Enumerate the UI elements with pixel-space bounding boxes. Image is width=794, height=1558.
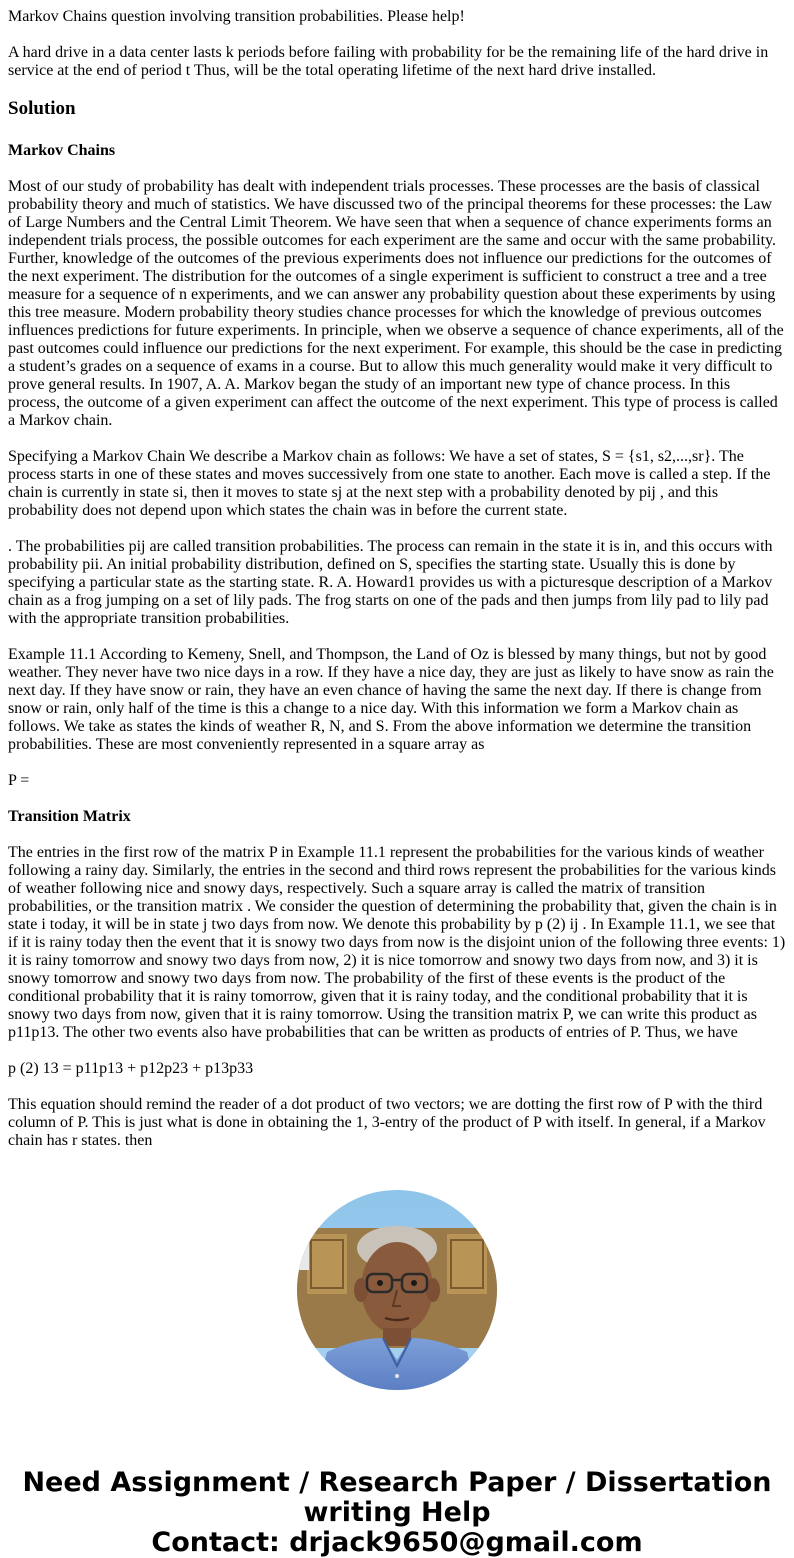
equation: p (2) 13 = p11p13 + p12p23 + p13p33 [8,1060,254,1077]
paragraph-specifying: Specifying a Markov Chain We describe a Markov chain as follows: We have a set of states, S = {s1, s2,...,sr}. The process starts in one of these states and moves successively from one state to another. Each move is called a step. If the chain is currently in state si, then it moves to state sj at the next step with a probability denoted by pij , and this probability does not depend upon which states the chain was in before the current state. [8,448,771,519]
avatar-section [0,1168,794,1468]
portrait-photo [297,1190,497,1390]
question-body: A hard drive in a data center lasts k periods before failing with probability for be the remaining life of the hard drive in service at the end of period t Thus, will be the total operating lifetime of the next hard drive installed. [8,44,769,79]
avatar [297,1190,497,1390]
paragraph-intro: Most of our study of probability has dealt with independent trials processes. These processes are the basis of classical probability theory and much of statistics. We have discussed two of the principal theorems for these processes: the Law of Large Numbers and the Central Limit Theorem. We have seen that when a sequence of chance experiments forms an independent trials process, the possible outcomes for each experiment are the same and occur with the same probability. Further, knowledge of the outcomes of the previous experiments does not influence our predictions for the outcomes of the next experiment. The distribution for the outcomes of a single experiment is sufficient to construct a tree and a tree measure for a sequence of n experiments, and we can answer any probability question about these experiments by using this tree measure. Modern probability theory studies chance processes for which the knowledge of previous outcomes influences predictions for future experiments. In principle, when we observe a sequence of chance experiments, all of the past outcomes could influence our predictions for the next experiment. For example, this should be the case in predicting a student’s grades on a sequence of exams in a course. But to allow this much generality would make it very difficult to prove general results. In 1907, A. A. Markov began the study of an important new type of chance process. In this process, the outcome of a given experiment can affect the outcome of the next experiment. This type of process is called a Markov chain. [8,178,784,429]
matrix-label: P = [8,772,30,789]
promo-line-contact: Contact: drjack9650@gmail.com [151,1527,643,1558]
solution-heading: Solution [8,98,76,119]
paragraph-example: Example 11.1 According to Kemeny, Snell, and Thompson, the Land of Oz is blessed by many things, but not by good weather. They never have two nice days in a row. If they have a nice day, they are just as likely to have snow as rain the next day. If they have snow or rain, they have an even chance of having the same the next day. If there is change from snow or rain, only half of the time is this a change to a nice day. With this information we form a Markov chain as follows. We take as states the kinds of weather R, N, and S. From the above information we determine the transition probabilities. These are most conveniently represented in a square array as [8,646,774,753]
promo-line-help: Need Assignment / Research Paper / Dissertation writing Help [22,1467,772,1528]
promo-banner [0,1468,794,1558]
paragraph-transition-matrix: The entries in the first row of the matrix P in Example 11.1 represent the probabilities for the various kinds of weather following a rainy day. Similarly, the entries in the second and third rows represent the probabilities for the various kinds of weather following nice and snowy days, respectively. Such a square array is called the matrix of transition probabilities, or the transition matrix . We consider the question of determining the probability that, given the chain is in state i today, it will be in state j two days from now. We denote this probability by p (2) ij . In Example 11.1, we see that if it is rainy today then the event that it is snowy two days from now is the disjoint union of the following three events: 1) it is rainy tomorrow and snowy two days from now, 2) it is nice tomorrow and snowy two days from now, and 3) it is snowy tomorrow and snowy two days from now. The probability of the first of these events is the product of the conditional probability that it is rainy tomorrow, given that it is rainy today, and the conditional probability that it is snowy two days from now, given that it is rainy tomorrow. Using the transition matrix P, we can write this product as p11p13. The other two events also have probabilities that can be written as products of entries of P. Thus, we have [8,844,786,1041]
question-title: Markov Chains question involving transition probabilities. Please help! [8,8,465,25]
transition-matrix-heading: Transition Matrix [8,808,131,825]
paragraph-dot-product: This equation should remind the reader of a dot product of two vectors; we are dotting the first row of P with the third column of P. This is just what is done in obtaining the 1, 3-entry of the product of P with itself. In general, if a Markov chain has r states. then [8,1096,766,1149]
markov-chains-heading: Markov Chains [8,142,116,159]
paragraph-transition-probabilities: . The probabilities pij are called transition probabilities. The process can remain in the state it is in, and this occurs with probability pii. An initial probability distribution, defined on S, specifies the starting state. Usually this is done by specifying a particular state as the starting state. R. A. Howard1 provides us with a picturesque description of a Markov chain as a frog jumping on a set of lily pads. The frog starts on one of the pads and then jumps from lily pad to lily pad with the appropriate transition probabilities. [8,538,773,627]
